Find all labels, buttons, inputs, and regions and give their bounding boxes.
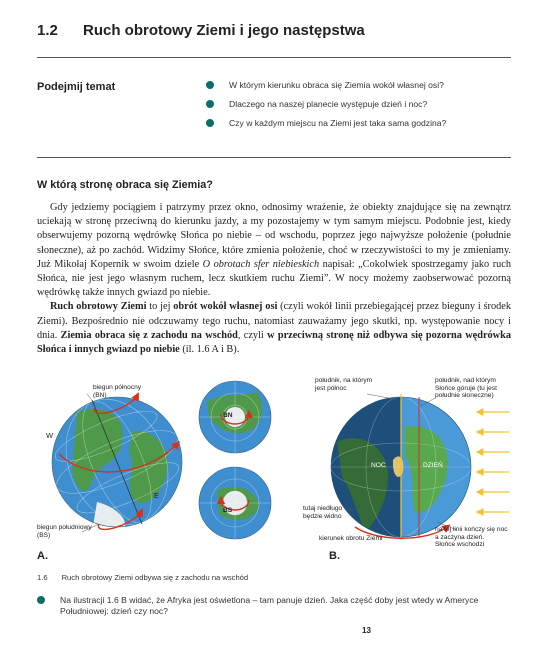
label-north-pole: biegun północny (BN): [93, 384, 142, 399]
label-day: DZIEŃ: [423, 462, 443, 469]
divider: [37, 157, 511, 158]
question-text: Czy w każdym miejscu na Ziemi jest taka sama godzina?: [229, 118, 447, 128]
question-item: [206, 80, 444, 90]
figure-caption: 1.6 Ruch obrotowy Ziemi odbywa się z zachodu na wschód: [37, 573, 249, 582]
page-title: Ruch obrotowy Ziemi i jego następstwa: [83, 22, 365, 39]
label-soon-day: tutaj niedługo będzie widno: [303, 505, 343, 520]
question-item: [206, 118, 446, 128]
divider: [37, 57, 511, 58]
topic-label: Podejmij temat: [37, 81, 116, 93]
label-south-pole: biegun południowy (BS): [37, 524, 92, 539]
label-west: W: [46, 431, 54, 440]
figure-letter-b: B.: [329, 550, 340, 562]
label-bn: BN: [223, 412, 233, 419]
task-item: [37, 595, 507, 617]
label-east: E: [154, 491, 160, 500]
label-bs: BS: [223, 507, 233, 514]
label-sunrise-line: na tej linii kończy się noc a zaczyna dzień. Słońce wschodzi: [435, 526, 508, 549]
globe-south: [199, 467, 271, 539]
label-rotation-direction: kierunek obrotu Ziemi: [319, 535, 383, 542]
bullet-icon: [37, 596, 45, 604]
question-text: Dlaczego na naszej planecie występuje dzień i noc?: [229, 99, 428, 109]
label-night: NOC: [371, 462, 386, 469]
bullet-icon: [206, 81, 214, 89]
label-meridian-noon: południk, nad którym Słońce góruje (tu jest południe słoneczne): [435, 377, 497, 400]
figure-earth-rotation: [37, 372, 511, 572]
body-text: Gdy jedziemy pociągiem i patrzymy przez okno, odnosimy wrażenie, że obiekty znajdujące się na zewnątrz uciekają w stronę przeciwną do kierunku jazdy, a my pozostajemy w tym samym miejscu. Podobnie jest, kiedy obserwujemy pozorną wędrówkę Słońca po niebie – od wschodu, poprzez jego najwyższe położenie (południe słoneczne), aż po zachód. Widzimy Słońce, które zmienia położenie, choć w rzeczywistości to my je zmieniamy. Już Mikołaj Kopernik w swoim dziele O obrotach sfer niebieskich napisał: „Cokolwiek spostrzegamy jako ruch Słońca, nie jest jego własnym ruchem, lecz skutkiem ruchu Ziemi”. W nocy możemy zaobserwować pozorną wędrówkę także innych gwiazd po niebie. Ruch obrotowy Ziemi to jej obrót wokół własnej osi (czyli wokół linii przebiegającej przez bieguny i środek Ziemi). Bezpośrednio nie odczuwamy tego ruchu, natomiast zauważamy jego skutki, np. występowanie nocy i dnia. Ziemia obraca się z zachodu na wschód, czyli w przeciwną stronę niż odbywa się pozorna wędrówka Słońca i innych gwiazd po niebie (il. 1.6 A i B).: [37, 202, 511, 356]
bullet-icon: [206, 100, 214, 108]
globe-north: [199, 381, 271, 453]
question-text: W którym kierunku obraca się Ziemia wokół własnej osi?: [229, 80, 444, 90]
section-number: 1.2: [37, 22, 58, 39]
figure-letter-a: A.: [37, 550, 48, 562]
task-text: Na ilustracji 1.6 B widać, że Afryka jest oświetlona – tam panuje dzień. Jaka część doby jest wtedy w Ameryce Południowej: dzień czy noc?: [60, 595, 479, 616]
sun-rays: [477, 412, 509, 512]
bullet-icon: [206, 119, 214, 127]
question-item: [206, 99, 427, 109]
section-heading: W którą stronę obraca się Ziemia?: [37, 179, 213, 191]
label-meridian-north: południk, na którym jest północ: [315, 377, 373, 392]
page-number: 13: [362, 626, 371, 635]
